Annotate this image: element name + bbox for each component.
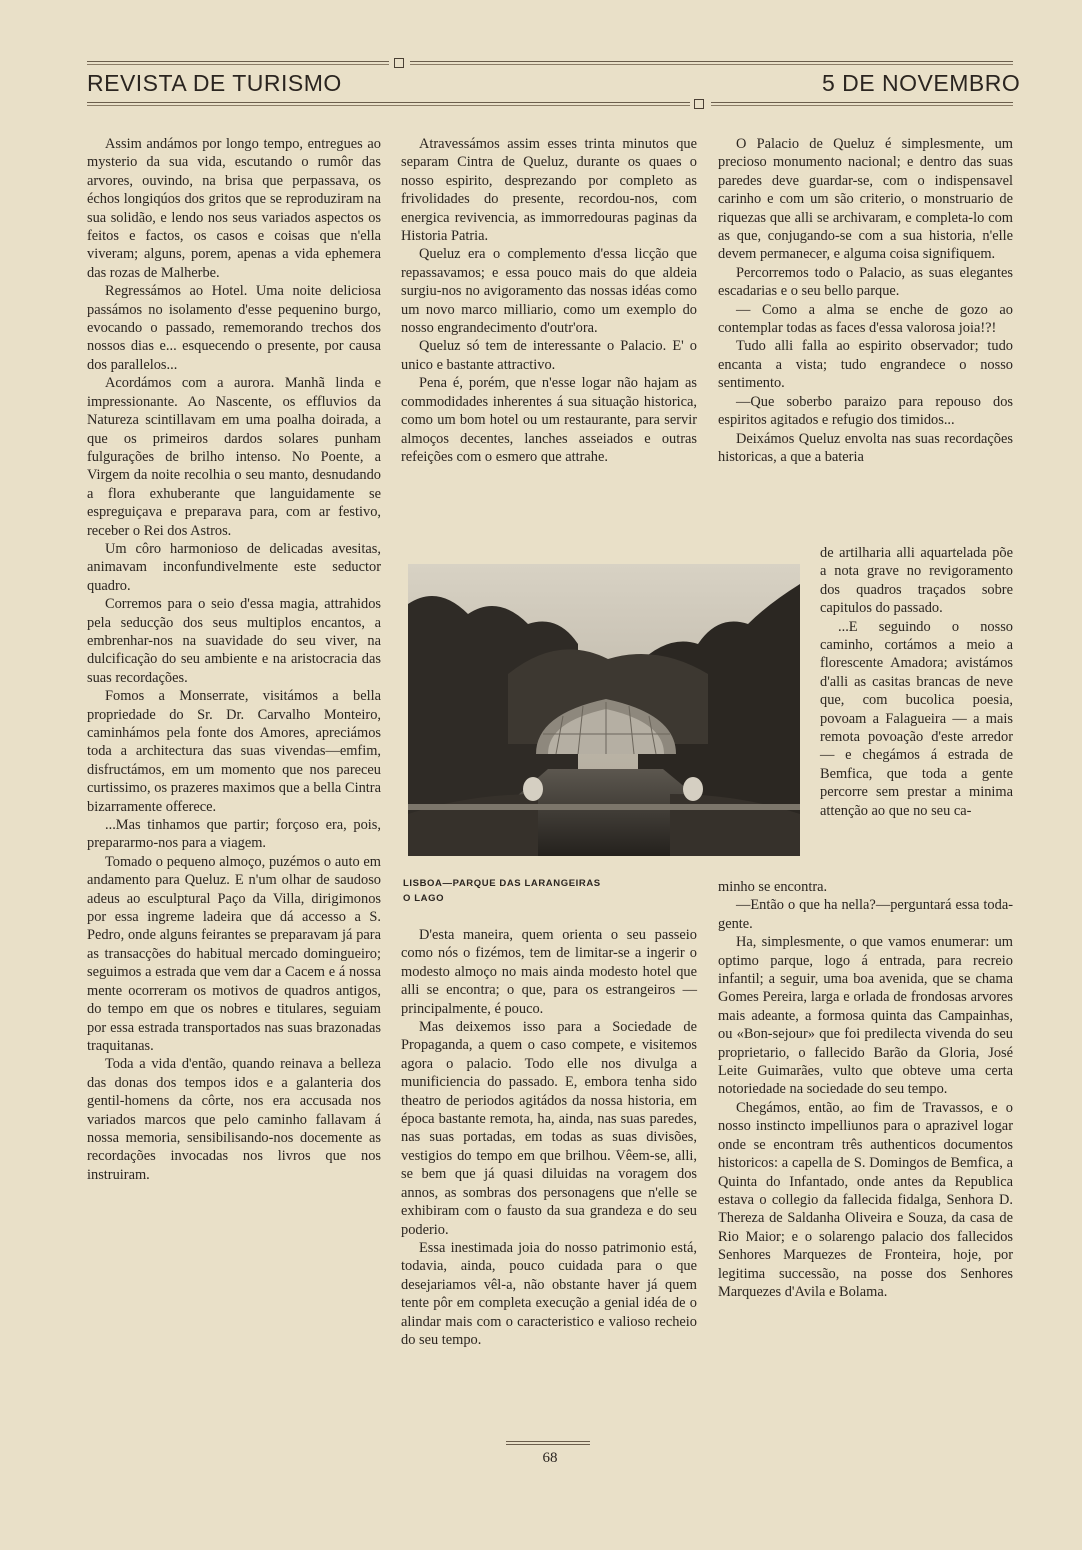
caption-line-1: LISBOA—PARQUE DAS LARANGEIRAS — [403, 878, 601, 889]
footer-rule-2 — [506, 1444, 590, 1445]
magazine-title: REVISTA DE TURISMO — [87, 70, 342, 96]
paragraph: ...E seguindo o nosso caminho, cortámos a meio a florescente Amadora; avistámos d'alli as casitas brancas de neve que, com bucolica poesia, povoam a Falagueira — a mais remota povoação d'este arredor — e chegámos á estrada de Bemfica, que toda a gente percorre sem prestar a minima attenção ao que no seu ca- — [820, 618, 1013, 819]
paragraph: Regressámos ao Hotel. Uma noite deliciosa passámos no isolamento d'esse pequenino burgo, evocando o passado, rememorando trechos dos nossos dias e... esquecendo o presente, por causa dos parallelos... — [87, 283, 381, 373]
column-3-wrap — [820, 544, 1013, 820]
paragraph: Pena é, porém, que n'esse logar não hajam as commodidades inherentes á sua situação historica, como um bom hotel ou um restaurante, para servir almoços decentes, lanches asseiados e outras refeições com o esmero que attrahe. — [401, 375, 697, 465]
header-ornament-top — [394, 58, 404, 68]
caption-line-2: O LAGO — [403, 893, 445, 904]
header-ornament-bottom — [694, 99, 704, 109]
column-2-bottom — [401, 926, 697, 1349]
paragraph: Ha, simplesmente, o que vamos enumerar: um optimo parque, logo á entrada, para recreio infantil; a seguir, uma boa avenida, que se chama Gomes Pereira, larga e orlada de frondosas arvores mais adeante, a formosa quinta das Campainhas, ou «Bon-sejour» que foi predilecta vivenda do seu proprietario, o fallecido Barão da Gloria, José Leite Guimarães, vulto que obteve uma certa notoriedade na sociedade do seu tempo. — [718, 934, 1013, 1098]
paragraph: Mas deixemos isso para a Sociedade de Propaganda, a quem o caso compete, e visitemos agora o palacio. Todo elle nos divulga a munificiencia do passado. E, embora tenha sido theatro de periodos agitádos da nossa historia, em época bastante remota, ha, ainda, nas suas paredes, nas suas portadas, em todas as suas divisões, vestigios do tempo em que brilhou. Vêem-se, alli, se bem que já quasi diluidas na voragem dos annos, as sombras dos personagens que n'elle se exhibiram com o fausto da sua grandeza e do seu poderio. — [401, 1019, 697, 1238]
header-bottom-rule-right — [711, 102, 1013, 103]
footer-rule — [506, 1441, 590, 1442]
paragraph: Essa inestimada joia do nosso patrimonio está, todavia, ainda, pouco cuidada para o que desejariamos vêl-a, não obstante haver já quem tente pôr em completa execução a genial idéa de o alindar mais com o caracteristico e valioso recheio do seu tempo. — [401, 1239, 697, 1348]
paragraph: de artilharia alli aquartelada põe a nota grave no revigoramento dos quadros traçados sobre capitulos do passado. — [820, 545, 1013, 617]
paragraph: Tomado o pequeno almoço, puzémos o auto em andamento para Queluz. E n'um olhar de saudoso adeus ao esculptural Paço da Villa, dirigimonos por essa ingreme ladeira que dá accesso a S. Pedro, onde alguns feirantes se preparavam já para as transacções do habitual mercado domingueiro; seguimos a estrada que vem dar a Cacem e á nossa mente ocorreram os motivos de quadros antigos, do tempo em que os nobres e titulares, seguiam por essa estrada transportados nas suas brazonadas traquitanas. — [87, 853, 381, 1054]
header-bottom-rule-left — [87, 102, 690, 103]
paragraph: Atravessámos assim esses trinta minutos que separam Cintra de Queluz, durante os quaes o nosso espirito, desprezando por completo as frivolidades do presente, recordou-nos, com energica revivencia, as immorredouras paginas da Historia Patria. — [401, 136, 697, 245]
column-2-top — [401, 135, 697, 466]
paragraph: D'esta maneira, quem orienta o seu passeio como nós o fizémos, tem de limitar-se a ingerir o modesto almoço no mais ainda modesto hotel que alli se encontra; o que, para os estrangeiros — principalmente, é pouco. — [401, 927, 697, 1017]
paragraph: —Então o que ha nella?—perguntará essa toda-gente. — [718, 897, 1013, 932]
paragraph: ...Mas tinhamos que partir; forçoso era, pois, prepararmo-nos para a viagem. — [87, 817, 381, 852]
paragraph: Um côro harmonioso de delicadas avesitas, animavam inconfundivelmente este seductor quadro. — [87, 540, 381, 594]
paragraph: Queluz só tem de interessante o Palacio. E' o unico e bastante attractivo. — [401, 338, 697, 373]
paragraph: O Palacio de Queluz é simplesmente, um precioso monumento nacional; e dentro das suas paredes deve guardar-se, com o indispensavel carinho e com um são criterio, o monstruario de riquezas que alli se archivaram, e completa-lo com as que, conjugando-se com a sua historia, n'elle devem permanecer, e alguma coisa signifiquem. — [718, 136, 1013, 263]
paragraph: Acordámos com a aurora. Manhã linda e impressionante. Ao Nascente, os effluvios da Natureza scintillavam em uma poalha doirada, a que os primeiros dardos solares punham fulgurações de brilho intenso. No Poente, a Virgem da noite recolhia o seu manto, desnudando a flora exhuberante que languidamente se espreguiçava e preparava para, com ar festivo, receber o Rei dos Astros. — [87, 375, 381, 539]
header-top-rule-left — [87, 61, 389, 62]
paragraph: Fomos a Monserrate, visitámos a bella propriedade do Sr. Dr. Carvalho Monteiro, caminhámos pela fonte dos Amores, apreciámos toda a architectura das suas vivendas—emfim, disfructámos, em um momento que nos pareceu curtissimo, os prazeres maximos que a bella Cintra bizarramente offerece. — [87, 688, 381, 815]
photo-caption — [403, 876, 693, 906]
header-top-rule-right — [410, 61, 1013, 62]
issue-date: 5 DE NOVEMBRO — [822, 70, 1021, 96]
column-1 — [87, 135, 381, 1184]
column-3-bottom — [718, 878, 1013, 1301]
paragraph: Tudo alli falla ao espirito observador; tudo encanta a vista; tudo engrandece o nosso sentimento. — [718, 338, 1013, 392]
page-number: 68 — [542, 1450, 558, 1466]
paragraph: — Como a alma se enche de gozo ao contemplar todas as faces d'essa valorosa joia!?! — [718, 301, 1013, 337]
park-lake-photo — [408, 564, 800, 856]
paragraph: minho se encontra. — [718, 879, 828, 895]
paragraph: Chegámos, então, ao fim de Travassos, e o nosso instincto impelliunos para o aprazivel logar onde se encontram três authenticos documentos historicos: a capella de S. Domingos de Bemfica, a Quinta do Infantado, onde antes da Republica estava o collegio da fallecida fidalga, Senhora D. Thereza de Saldanha Oliveira e Souza, da casa de Rio Maior; e o solarengo palacio dos fallecidos Senhores Marquezes de Fronteira, hoje, por legitima successão, na posse dos Senhores Marquezes d'Avila e Bolama. — [718, 1099, 1013, 1300]
paragraph: Deixámos Queluz envolta nas suas recordações historicas, a que a bateria — [718, 430, 1013, 465]
header-bottom-rule-left-2 — [87, 105, 690, 106]
column-3-top — [718, 135, 1013, 466]
header-bottom-rule-right-2 — [711, 105, 1013, 106]
paragraph: —Que soberbo paraizo para repouso dos espiritos agitados e refugio dos timidos... — [718, 393, 1013, 429]
header-top-rule-left-2 — [87, 64, 389, 65]
paragraph: Queluz era o complemento d'essa licção que repassavamos; e essa pouco mais do que aldeia surgiu-nos no avigoramento das nossas idéas como um novo marco milliario, como um exemplo do nosso engrandecimento d'outr'ora. — [401, 246, 697, 337]
paragraph: Percorremos todo o Palacio, as suas elegantes escadarias e o seu bello parque. — [718, 264, 1013, 300]
paragraph: Assim andámos por longo tempo, entregues ao mysterio da sua vida, escutando o rumôr das arvores, ouvindo, na brisa que perpassava, os échos longiqúos dos gritos que se reproduziram na sua solidão, e lendo nos seus variados aspectos os feitos e factos, os casos e coisas que n'ella viveram; alguns, porem, apenas a vida ephemera das rozas de Malherbe. — [87, 136, 381, 281]
paragraph: Corremos para o seio d'essa magia, attrahidos pela seducção dos seus multiplos encantos, a embrenhar-nos na suavidade do seu viver, na dulcificação do seu ambiente e na aristocracia das suas recordações. — [87, 596, 381, 686]
header-top-rule-right-2 — [410, 64, 1013, 65]
paragraph: Toda a vida d'então, quando reinava a belleza das donas dos tempos idos e a galanteria dos gentil-homens da côrte, nos era accusada nos variados marcos que pelo caminho fallavam á nossa memoria, sensibilisando-nos docemente as recordações invocadas nos livros que nos instruiram. — [87, 1056, 381, 1183]
